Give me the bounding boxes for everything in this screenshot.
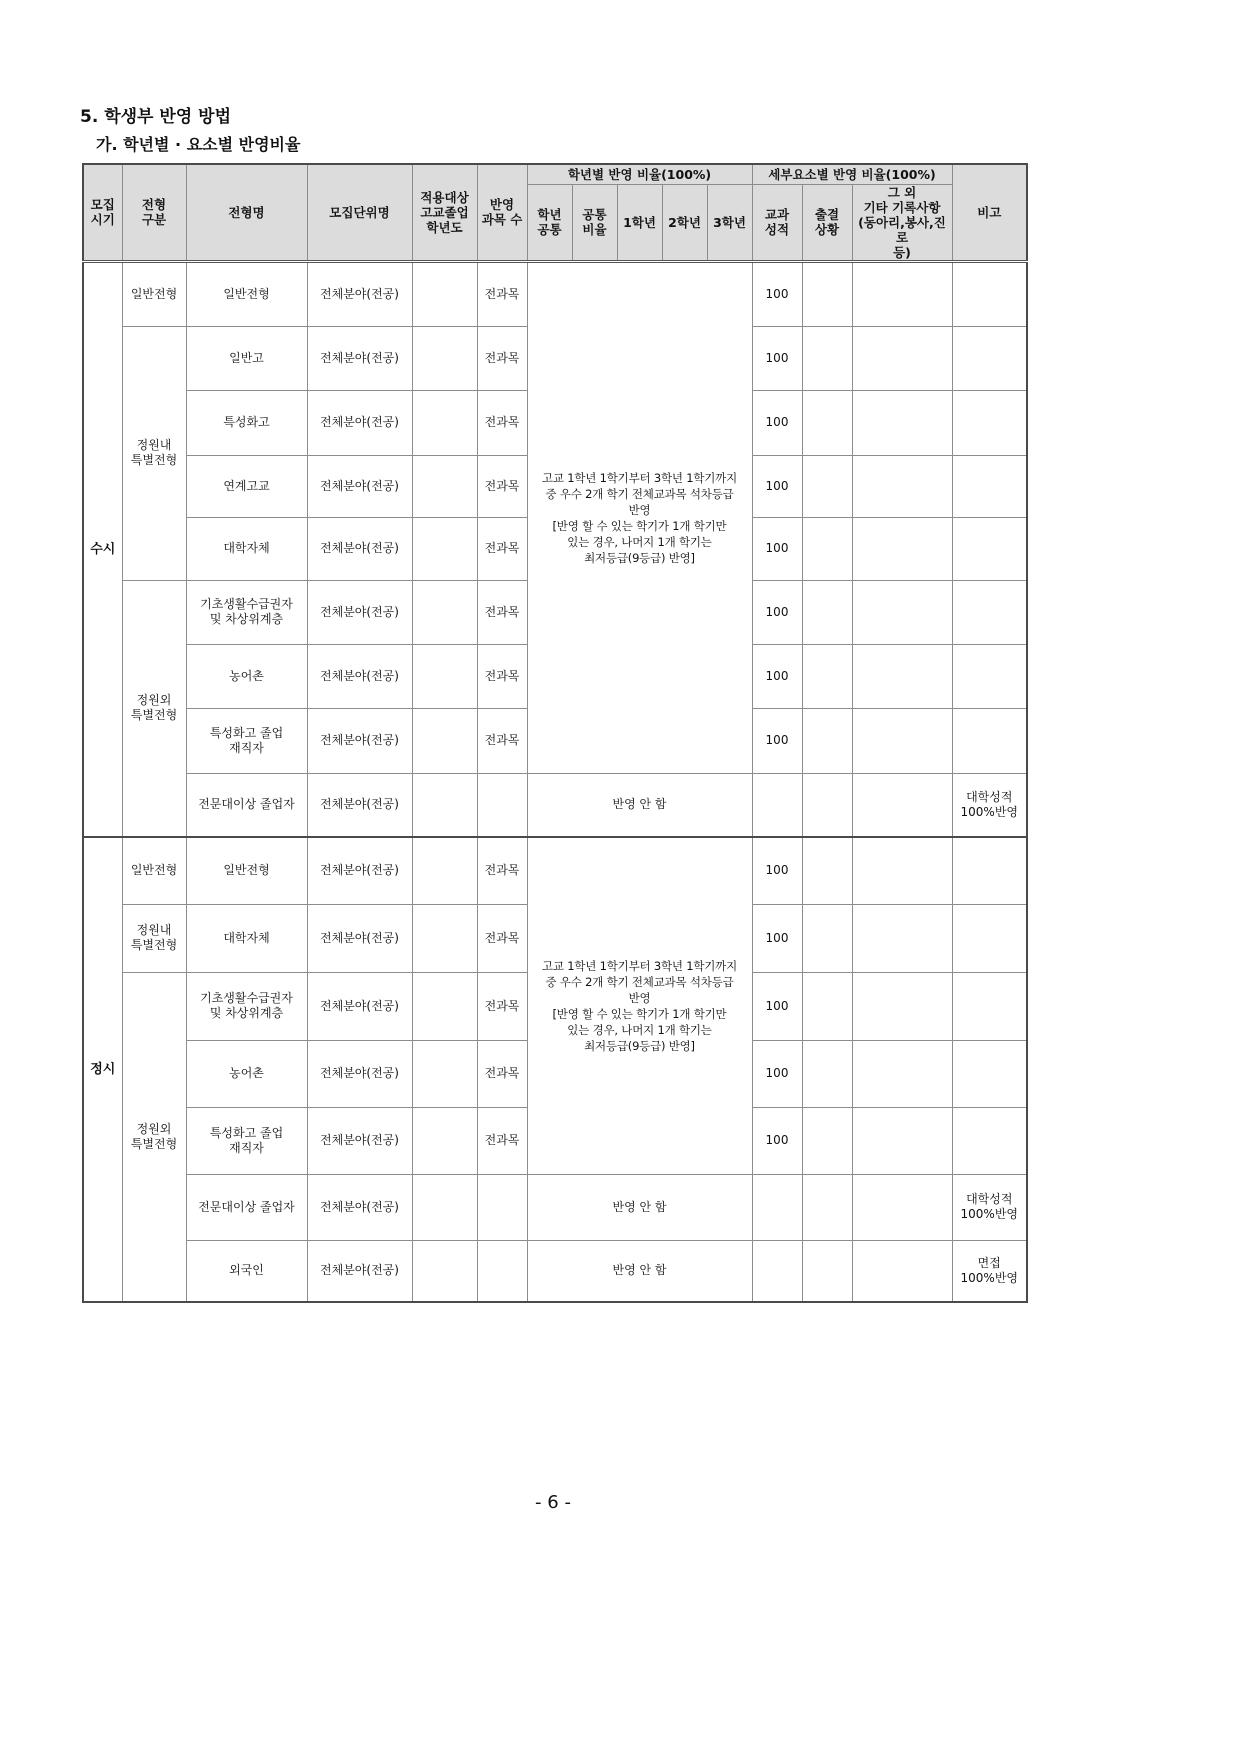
attendance-cell	[802, 644, 852, 708]
table-row	[83, 1174, 1027, 1240]
subject-count-cell: 전과목	[477, 326, 527, 390]
subject-count-cell	[477, 1240, 527, 1302]
reflection-ratio-table	[82, 163, 1028, 1303]
recruit-unit-cell: 전체분야(전공)	[307, 390, 412, 455]
other-records-cell	[852, 1040, 952, 1107]
period-cell: 수시	[83, 261, 122, 837]
header-period: 모집 시기	[83, 164, 122, 261]
grade-ratio-rule	[527, 261, 752, 773]
academic-score-cell: 100	[752, 517, 802, 580]
admission-name-cell: 특성화고 졸업 재직자	[186, 708, 307, 773]
admission-name-cell: 연계고교	[186, 455, 307, 517]
header-row	[83, 164, 1027, 184]
other-records-cell	[852, 708, 952, 773]
note-cell	[952, 580, 1027, 644]
other-records-cell	[852, 517, 952, 580]
note-cell	[952, 261, 1027, 326]
rule-line: 최저등급(9등급) 반영]	[584, 550, 695, 565]
admission-name-cell: 특성화고	[186, 390, 307, 455]
grad-year-cell	[412, 773, 477, 837]
subject-count-cell: 전과목	[477, 1107, 527, 1174]
admission-name-cell: 일반전형	[186, 837, 307, 904]
grad-year-cell	[412, 1240, 477, 1302]
grad-year-cell	[412, 261, 477, 326]
grade-ratio-not-applied: 반영 안 함	[527, 773, 752, 837]
admission-type-cell: 정원외 특별전형	[122, 972, 186, 1302]
recruit-unit-cell: 전체분야(전공)	[307, 1174, 412, 1240]
rule-line: 있는 경우, 나머지 1개 학기는	[567, 534, 712, 549]
subject-count-cell	[477, 773, 527, 837]
academic-score-cell	[752, 773, 802, 837]
admission-name-cell: 대학자체	[186, 517, 307, 580]
academic-score-cell: 100	[752, 455, 802, 517]
other-records-cell	[852, 261, 952, 326]
note-cell	[952, 1107, 1027, 1174]
attendance-cell	[802, 1240, 852, 1302]
admission-type-cell: 일반전형	[122, 261, 186, 326]
note-cell	[952, 644, 1027, 708]
grad-year-cell	[412, 1040, 477, 1107]
grad-year-cell	[412, 390, 477, 455]
grad-year-cell	[412, 1174, 477, 1240]
attendance-cell	[802, 261, 852, 326]
grad-year-cell	[412, 326, 477, 390]
subject-count-cell: 전과목	[477, 517, 527, 580]
note-cell	[952, 1040, 1027, 1107]
header-other-records: 그 외 기타 기록사항 (동아리,봉사,진로 등)	[852, 184, 952, 261]
header-attendance: 출결 상황	[802, 184, 852, 261]
admission-name-cell: 일반전형	[186, 261, 307, 326]
note-cell: 면접 100%반영	[952, 1240, 1027, 1302]
recruit-unit-cell: 전체분야(전공)	[307, 455, 412, 517]
note-cell	[952, 837, 1027, 904]
other-records-cell	[852, 1174, 952, 1240]
recruit-unit-cell: 전체분야(전공)	[307, 1107, 412, 1174]
subject-count-cell: 전과목	[477, 455, 527, 517]
grad-year-cell	[412, 972, 477, 1040]
other-records-cell	[852, 837, 952, 904]
other-records-cell	[852, 644, 952, 708]
attendance-cell	[802, 326, 852, 390]
academic-score-cell: 100	[752, 326, 802, 390]
note-cell	[952, 390, 1027, 455]
table-row	[83, 1240, 1027, 1302]
other-records-cell	[852, 904, 952, 972]
note-cell: 대학성적 100%반영	[952, 1174, 1027, 1240]
attendance-cell	[802, 904, 852, 972]
recruit-unit-cell: 전체분야(전공)	[307, 326, 412, 390]
admission-type-cell: 정원내 특별전형	[122, 326, 186, 580]
admission-name-cell: 전문대이상 졸업자	[186, 773, 307, 837]
grade-ratio-not-applied: 반영 안 함	[527, 1174, 752, 1240]
admission-name-cell: 일반고	[186, 326, 307, 390]
admission-name-cell: 농어촌	[186, 1040, 307, 1107]
attendance-cell	[802, 708, 852, 773]
admission-name-cell: 농어촌	[186, 644, 307, 708]
note-cell	[952, 904, 1027, 972]
note-cell	[952, 708, 1027, 773]
academic-score-cell	[752, 1174, 802, 1240]
grad-year-cell	[412, 644, 477, 708]
subject-count-cell: 전과목	[477, 390, 527, 455]
recruit-unit-cell: 전체분야(전공)	[307, 972, 412, 1040]
other-records-cell	[852, 972, 952, 1040]
admission-type-cell: 일반전형	[122, 837, 186, 904]
section-heading: 5. 학생부 반영 방법	[80, 107, 231, 127]
subject-count-cell: 전과목	[477, 1040, 527, 1107]
header-grad-year: 적용대상 고교졸업 학년도	[412, 164, 477, 261]
other-records-cell	[852, 390, 952, 455]
academic-score-cell: 100	[752, 972, 802, 1040]
admission-name-cell: 전문대이상 졸업자	[186, 1174, 307, 1240]
period-cell: 정시	[83, 837, 122, 1302]
recruit-unit-cell: 전체분야(전공)	[307, 904, 412, 972]
grad-year-cell	[412, 708, 477, 773]
recruit-unit-cell: 전체분야(전공)	[307, 773, 412, 837]
note-cell: 대학성적 100%반영	[952, 773, 1027, 837]
academic-score-cell: 100	[752, 580, 802, 644]
rule-line: 중 우수 2개 학기 전체교과목 석차등급	[545, 486, 734, 501]
recruit-unit-cell: 전체분야(전공)	[307, 837, 412, 904]
rule-line: 고교 1학년 1학기부터 3학년 1학기까지	[541, 470, 737, 485]
grad-year-cell	[412, 904, 477, 972]
other-records-cell	[852, 580, 952, 644]
grad-year-cell	[412, 580, 477, 644]
rule-line: 최저등급(9등급) 반영]	[584, 1038, 695, 1053]
header-element-ratio: 세부요소별 반영 비율(100%)	[752, 164, 952, 184]
header-admission-name: 전형명	[186, 164, 307, 261]
rule-line: 고교 1학년 1학기부터 3학년 1학기까지	[541, 958, 737, 973]
attendance-cell	[802, 972, 852, 1040]
header-grade-ratio: 학년별 반영 비율(100%)	[527, 164, 752, 184]
other-records-cell	[852, 326, 952, 390]
grad-year-cell	[412, 1107, 477, 1174]
attendance-cell	[802, 837, 852, 904]
rule-line: 반영	[628, 990, 651, 1005]
recruit-unit-cell: 전체분야(전공)	[307, 580, 412, 644]
rule-line: 중 우수 2개 학기 전체교과목 석차등급	[545, 974, 734, 989]
grade-ratio-not-applied: 반영 안 함	[527, 1240, 752, 1302]
rule-line: 반영	[628, 502, 651, 517]
admission-type-cell: 정원외 특별전형	[122, 580, 186, 837]
subject-count-cell: 전과목	[477, 580, 527, 644]
attendance-cell	[802, 1174, 852, 1240]
recruit-unit-cell: 전체분야(전공)	[307, 261, 412, 326]
grad-year-cell	[412, 837, 477, 904]
section-subheading: 가. 학년별 · 요소별 반영비율	[96, 135, 301, 154]
header-note: 비고	[952, 164, 1027, 261]
academic-score-cell: 100	[752, 837, 802, 904]
recruit-unit-cell: 전체분야(전공)	[307, 517, 412, 580]
attendance-cell	[802, 517, 852, 580]
academic-score-cell: 100	[752, 1107, 802, 1174]
academic-score-cell: 100	[752, 904, 802, 972]
attendance-cell	[802, 580, 852, 644]
attendance-cell	[802, 773, 852, 837]
subject-count-cell	[477, 1174, 527, 1240]
table-row	[83, 837, 1027, 904]
other-records-cell	[852, 1107, 952, 1174]
subject-count-cell: 전과목	[477, 837, 527, 904]
grade-ratio-rule	[527, 837, 752, 1174]
note-cell	[952, 972, 1027, 1040]
table-row	[83, 773, 1027, 837]
recruit-unit-cell: 전체분야(전공)	[307, 644, 412, 708]
note-cell	[952, 455, 1027, 517]
rule-line: [반영 할 수 있는 학기가 1개 학기만	[552, 518, 727, 533]
recruit-unit-cell: 전체분야(전공)	[307, 1240, 412, 1302]
other-records-cell	[852, 455, 952, 517]
recruit-unit-cell: 전체분야(전공)	[307, 708, 412, 773]
other-records-cell	[852, 773, 952, 837]
academic-score-cell	[752, 1240, 802, 1302]
recruit-unit-cell: 전체분야(전공)	[307, 1040, 412, 1107]
attendance-cell	[802, 455, 852, 517]
subject-count-cell: 전과목	[477, 644, 527, 708]
note-cell	[952, 326, 1027, 390]
admission-name-cell: 기초생활수급권자 및 차상위계층	[186, 972, 307, 1040]
academic-score-cell: 100	[752, 708, 802, 773]
admission-type-cell: 정원내 특별전형	[122, 904, 186, 972]
admission-name-cell: 특성화고 졸업 재직자	[186, 1107, 307, 1174]
academic-score-cell: 100	[752, 261, 802, 326]
rule-line: [반영 할 수 있는 학기가 1개 학기만	[552, 1006, 727, 1021]
subject-count-cell: 전과목	[477, 708, 527, 773]
header-common-ratio: 공통 비율	[572, 184, 617, 261]
attendance-cell	[802, 1107, 852, 1174]
header-grade-common: 학년 공통	[527, 184, 572, 261]
subject-count-cell: 전과목	[477, 972, 527, 1040]
header-recruit-unit: 모집단위명	[307, 164, 412, 261]
header-grade-3: 3학년	[707, 184, 752, 261]
admission-name-cell: 대학자체	[186, 904, 307, 972]
table-row	[83, 261, 1027, 326]
admission-name-cell: 외국인	[186, 1240, 307, 1302]
header-academic-score: 교과 성적	[752, 184, 802, 261]
subject-count-cell: 전과목	[477, 904, 527, 972]
subject-count-cell: 전과목	[477, 261, 527, 326]
rule-line: 있는 경우, 나머지 1개 학기는	[567, 1022, 712, 1037]
academic-score-cell: 100	[752, 390, 802, 455]
grad-year-cell	[412, 455, 477, 517]
admission-name-cell: 기초생활수급권자 및 차상위계층	[186, 580, 307, 644]
header-admission-type: 전형 구분	[122, 164, 186, 261]
page-number: - 6 -	[535, 1492, 571, 1513]
attendance-cell	[802, 390, 852, 455]
academic-score-cell: 100	[752, 1040, 802, 1107]
grad-year-cell	[412, 517, 477, 580]
header-grade-2: 2학년	[662, 184, 707, 261]
note-cell	[952, 517, 1027, 580]
other-records-cell	[852, 1240, 952, 1302]
header-grade-1: 1학년	[617, 184, 662, 261]
attendance-cell	[802, 1040, 852, 1107]
academic-score-cell: 100	[752, 644, 802, 708]
header-subject-count: 반영 과목 수	[477, 164, 527, 261]
